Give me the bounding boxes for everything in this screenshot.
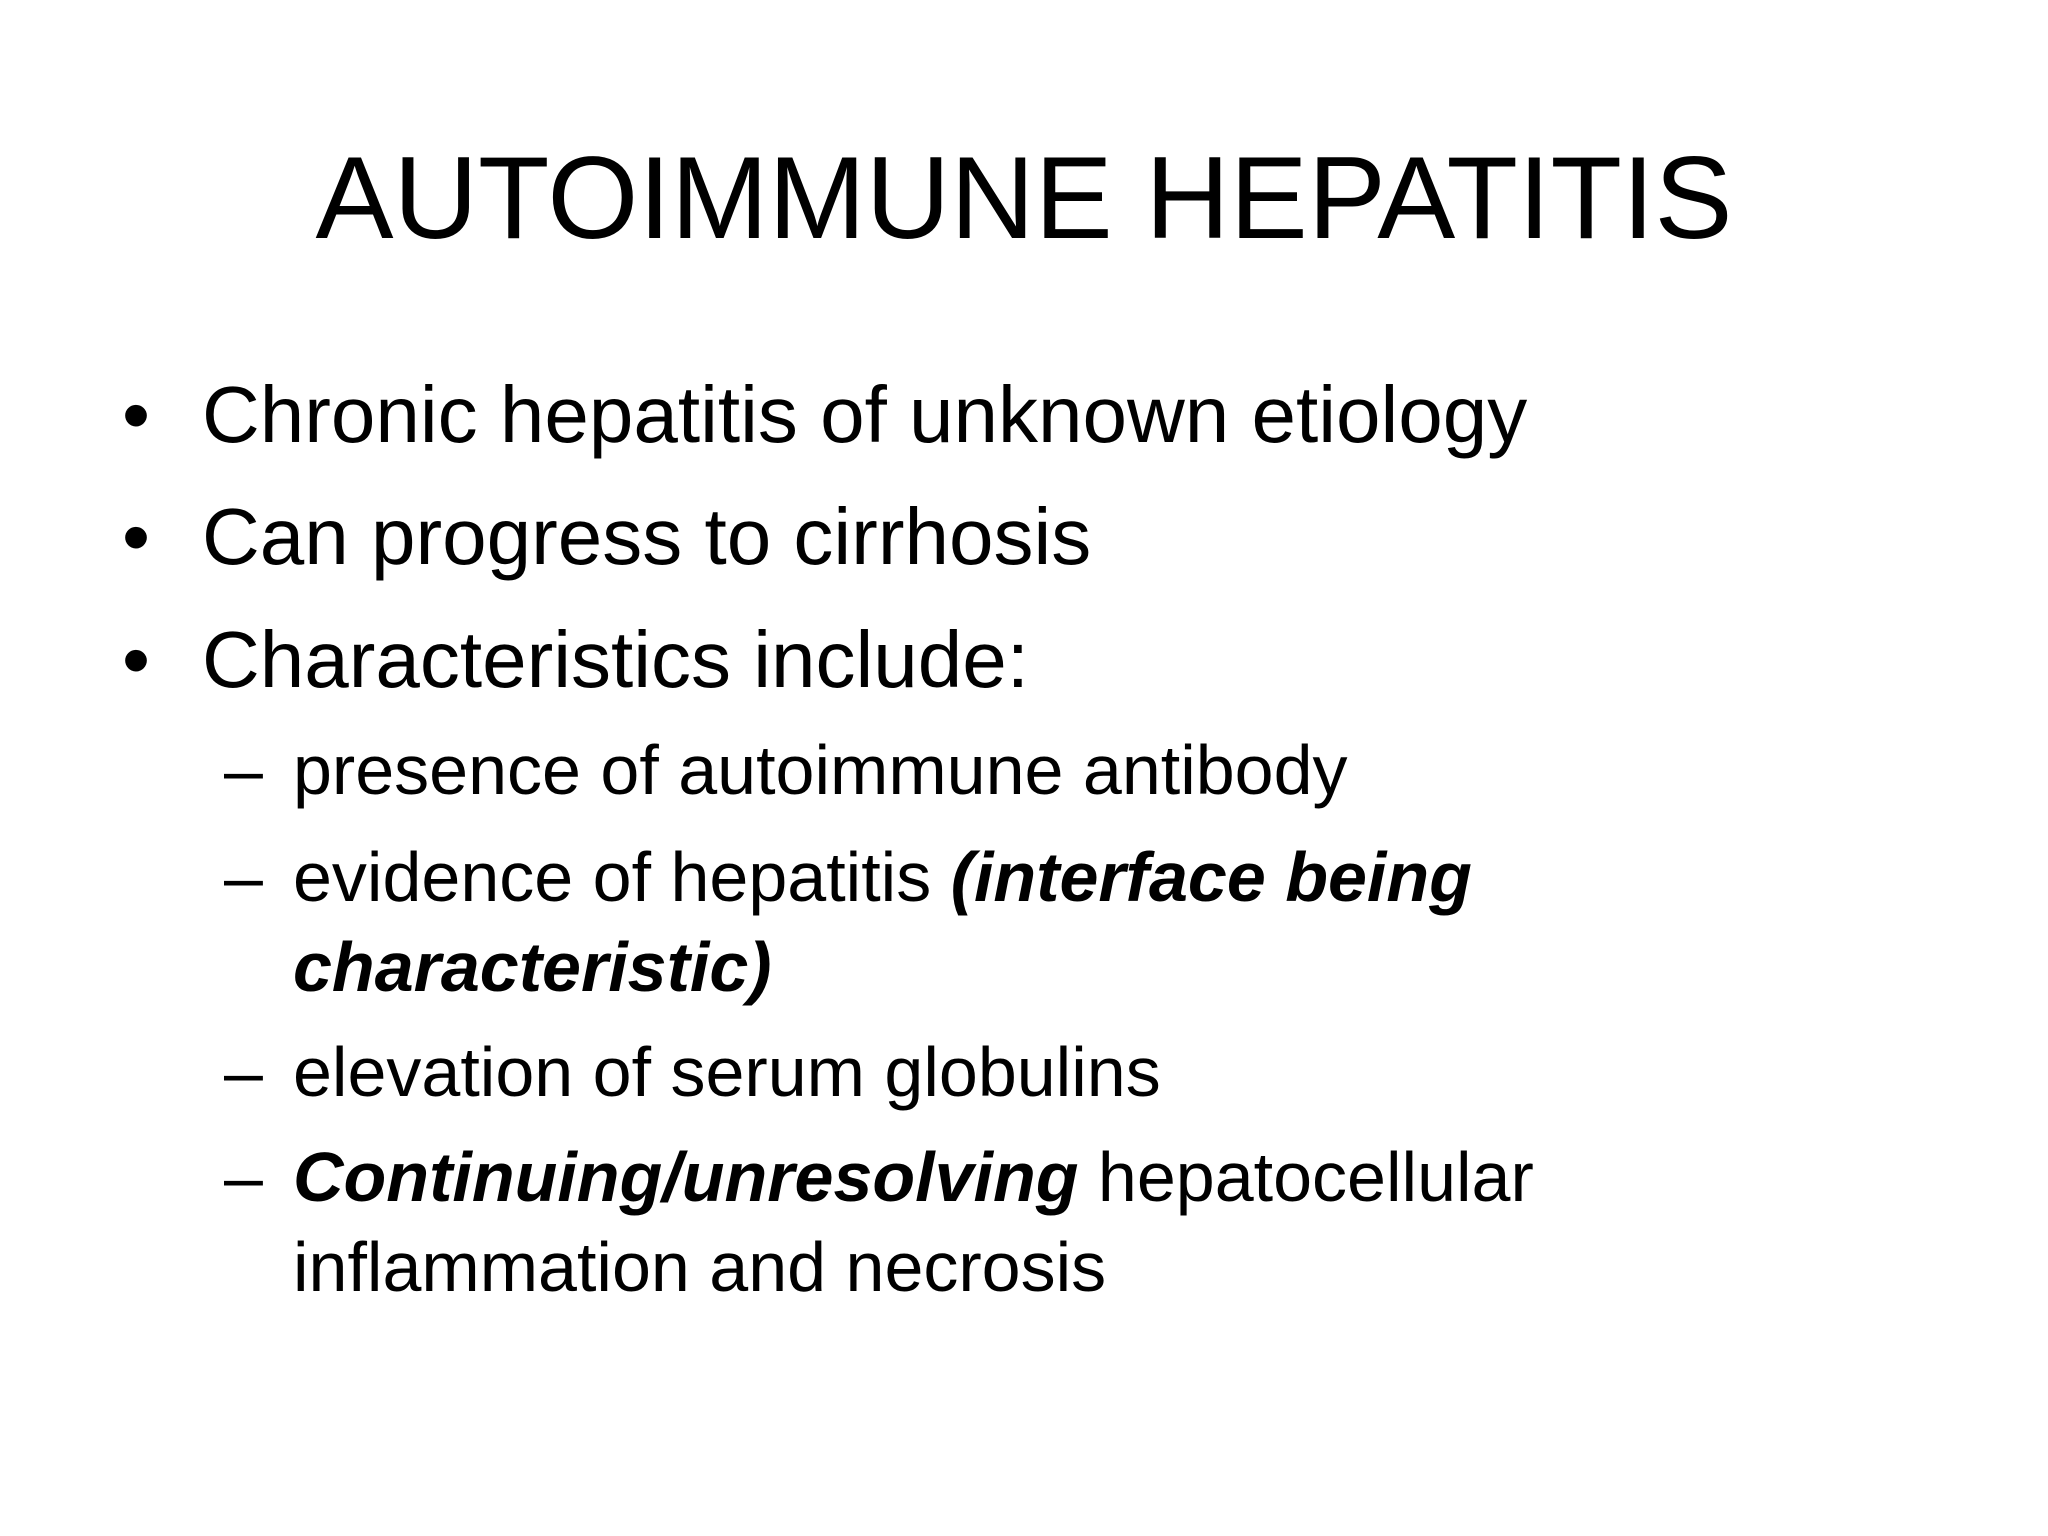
- slide-title: AUTOIMMUNE HEPATITIS: [315, 132, 1733, 263]
- bullet-marker: •: [122, 492, 151, 581]
- bullet-marker: •: [122, 370, 151, 459]
- bullet-text: Characteristics include:: [202, 615, 1029, 704]
- subbullet-text-plain: evidence of hepatitis: [293, 838, 951, 916]
- subbullet-text-line1: [293, 1132, 1534, 1222]
- bullet-marker: •: [122, 615, 151, 704]
- subbullet-marker: –: [224, 838, 263, 916]
- subbullet-marker: –: [224, 1033, 263, 1111]
- subbullet-text: elevation of serum globulins: [293, 1033, 1161, 1111]
- subbullet-text: presence of autoimmune antibody: [293, 731, 1348, 809]
- subbullet-text-plain: hepatocellular: [1078, 1138, 1534, 1216]
- subbullet-marker: –: [224, 1138, 263, 1216]
- subbullet-text-emphasis: (interface being: [950, 838, 1472, 916]
- bullet-text: Can progress to cirrhosis: [202, 492, 1092, 581]
- subbullet-text-plain: inflammation and necrosis: [293, 1228, 1107, 1306]
- bullet-text: Chronic hepatitis of unknown etiology: [202, 370, 1528, 459]
- subbullet-text-emphasis: characteristic): [293, 928, 772, 1006]
- subbullet-marker: –: [224, 731, 263, 809]
- subbullet-text-emphasis: Continuing/unresolving: [293, 1138, 1079, 1216]
- subbullet-text-line1: [293, 832, 1472, 922]
